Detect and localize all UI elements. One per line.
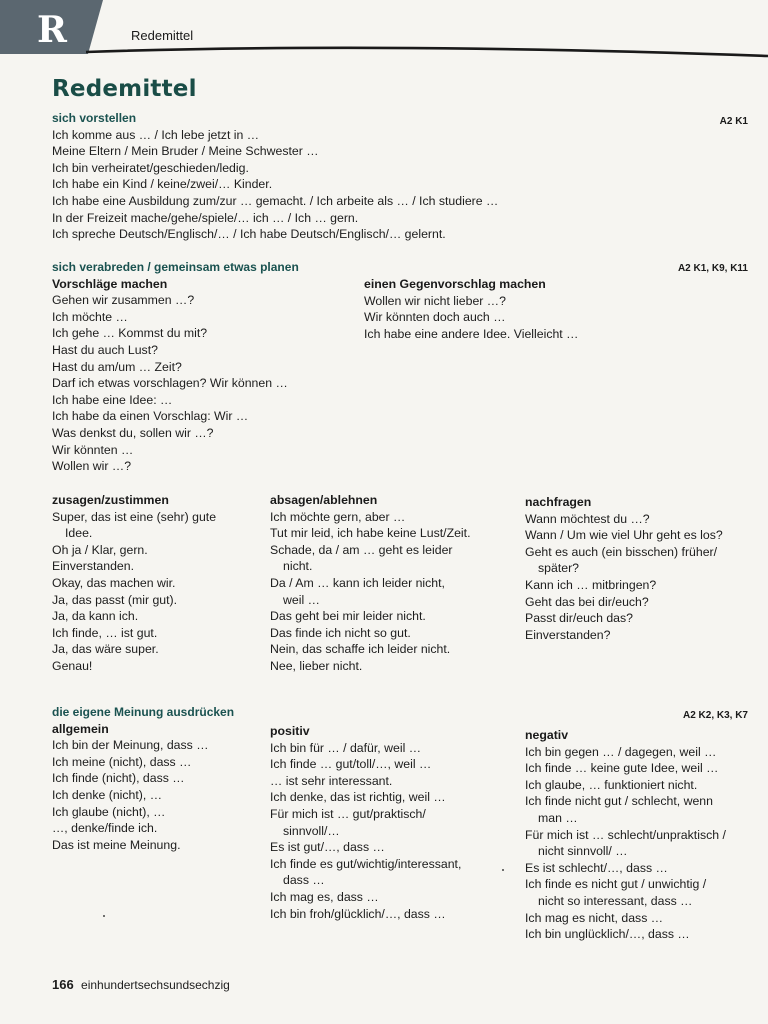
phrase: Ich bin unglücklich/…, dass …: [525, 927, 690, 942]
page-footer: [52, 977, 230, 992]
phrase: sinnvoll/…: [283, 823, 340, 838]
phrase: Nee, lieber nicht.: [270, 658, 363, 673]
phrase: Hast du am/um … Zeit?: [52, 359, 182, 374]
column-heading: negativ: [525, 728, 569, 742]
phrase: Das finde ich nicht so gut.: [270, 625, 411, 640]
phrase: Einverstanden?: [525, 627, 611, 642]
phrase: Oh ja / Klar, gern.: [52, 542, 148, 557]
phrase: Ich glaube, … funktioniert nicht.: [525, 777, 698, 792]
phrase: Ich bin froh/glücklich/…, dass …: [270, 906, 446, 921]
phrase: Es ist schlecht/…, dass …: [525, 860, 668, 875]
column-heading: Vorschläge machen: [52, 276, 168, 291]
column-heading: absagen/ablehnen: [270, 493, 378, 507]
phrase: Ich möchte gern, aber …: [270, 509, 406, 524]
phrase: Ich habe eine Ausbildung zum/zur … gemacht. / Ich arbeite als … / Ich studiere …: [52, 193, 499, 208]
phrase: Ich finde es gut/wichtig/interessant,: [270, 856, 462, 871]
page-number: 166: [52, 977, 74, 992]
phrase: Wir könnten doch auch …: [364, 310, 506, 325]
phrase: Wollen wir …?: [52, 459, 132, 474]
phrase: Darf ich etwas vorschlagen? Wir können …: [52, 376, 288, 391]
section-title: die eigene Meinung ausdrücken: [52, 705, 235, 719]
phrase: …, denke/finde ich.: [52, 821, 158, 836]
phrase: Ich habe ein Kind / keine/zwei/… Kinder.: [52, 177, 273, 192]
phrase: Ich denke (nicht), …: [52, 787, 163, 802]
phrase: Für mich ist … gut/praktisch/: [270, 806, 426, 821]
section-vorstellen: [52, 110, 498, 243]
print-speck: [103, 915, 105, 917]
column-heading: allgemein: [52, 721, 109, 736]
column-absagen: [270, 492, 471, 675]
phrase: Ja, das passt (mir gut).: [52, 592, 178, 607]
phrase: später?: [538, 561, 580, 576]
phrase: Ich meine (nicht), dass …: [52, 754, 192, 769]
phrase: Ich habe eine andere Idee. Vielleicht …: [364, 326, 579, 341]
running-header: Redemittel: [131, 28, 194, 43]
column-heading: nachfragen: [525, 495, 592, 509]
phrase: Das geht bei mir leider nicht.: [270, 609, 426, 624]
phrase: Da / Am … kann ich leider nicht,: [270, 575, 445, 590]
phrase: Ich gehe … Kommst du mit?: [52, 326, 208, 341]
phrase: Ich finde es nicht gut / unwichtig /: [525, 877, 707, 892]
phrase: Passt dir/euch das?: [525, 611, 634, 626]
phrase: Ja, das wäre super.: [52, 642, 159, 657]
phrase: nicht.: [283, 559, 313, 574]
phrase: Wann möchtest du …?: [525, 511, 650, 526]
phrase: Geht das bei dir/euch?: [525, 594, 649, 609]
phrase: Ich möchte …: [52, 309, 128, 324]
level-reference: A2 K1, K9, K11: [677, 263, 748, 274]
phrase: Schade, da / am … geht es leider: [270, 542, 453, 557]
phrase: Ich bin der Meinung, dass …: [52, 738, 209, 753]
column-negativ: [525, 727, 726, 943]
phrase: Für mich ist … schlecht/unpraktisch /: [525, 827, 726, 842]
phrase: weil …: [283, 592, 320, 607]
column-zusagen: [52, 492, 216, 675]
phrase: nicht sinnvoll/ …: [538, 844, 628, 859]
section-meinung: [52, 704, 234, 853]
phrase: Ich glaube (nicht), …: [52, 804, 166, 819]
phrase: Ich finde … gut/toll/…, weil …: [270, 757, 432, 772]
column-positiv: [270, 723, 461, 922]
section-title: sich verabreden / gemeinsam etwas planen: [52, 260, 299, 274]
phrase: … ist sehr interessant.: [270, 773, 393, 788]
phrase: Ich spreche Deutsch/Englisch/… / Ich habe Deutsch/Englisch/… gelernt.: [52, 227, 446, 242]
page-title: Redemittel: [52, 76, 197, 102]
phrase: Was denkst du, sollen wir …?: [52, 425, 214, 440]
phrase: Ich finde, … ist gut.: [52, 625, 158, 640]
chapter-tab: [0, 0, 768, 60]
level-reference: A2 K2, K3, K7: [682, 710, 748, 721]
phrase: Ich bin für … / dafür, weil …: [270, 740, 422, 755]
column-heading: einen Gegenvorschlag machen: [364, 277, 546, 291]
phrase: Kann ich … mitbringen?: [525, 577, 657, 592]
phrase: Tut mir leid, ich habe keine Lust/Zeit.: [270, 526, 471, 541]
page-number-words: einhundertsechsundsechzig: [81, 978, 230, 992]
phrase: Wir könnten …: [52, 442, 134, 457]
phrase: Ich habe eine Idee: …: [52, 392, 173, 407]
phrase: Ich finde nicht gut / schlecht, wenn: [525, 794, 713, 809]
column-heading: positiv: [270, 724, 310, 738]
phrase: In der Freizeit mache/gehe/spiele/… ich … / Ich … gern.: [52, 210, 359, 225]
level-reference: A2 K1: [719, 116, 748, 127]
column-heading: zusagen/zustimmen: [52, 493, 169, 507]
phrase: Einverstanden.: [52, 559, 135, 574]
phrase: Ja, da kann ich.: [52, 609, 139, 624]
phrase: Ich komme aus … / Ich lebe jetzt in …: [52, 127, 260, 142]
phrase: nicht so interessant, dass …: [538, 893, 693, 908]
phrase: Hast du auch Lust?: [52, 342, 158, 357]
phrase: Ich mag es nicht, dass …: [525, 910, 664, 925]
phrase: man …: [538, 810, 578, 825]
phrase: Es ist gut/…, dass …: [270, 840, 385, 855]
print-speck: [502, 869, 504, 871]
phrase: Ich bin verheiratet/geschieden/ledig.: [52, 160, 249, 175]
phrase: Wollen wir nicht lieber …?: [364, 293, 506, 308]
phrase: Genau!: [52, 658, 93, 673]
phrase: Ich denke, das ist richtig, weil …: [270, 790, 446, 805]
phrase: dass …: [283, 873, 325, 888]
phrase: Ich habe da einen Vorschlag: Wir …: [52, 409, 249, 424]
phrase: Nein, das schaffe ich leider nicht.: [270, 642, 451, 657]
phrase: Ich mag es, dass …: [270, 889, 379, 904]
phrase: Meine Eltern / Mein Bruder / Meine Schwester …: [52, 144, 319, 159]
phrase: Das ist meine Meinung.: [52, 837, 181, 852]
phrase: Ich finde … keine gute Idee, weil …: [525, 761, 719, 776]
phrase: Gehen wir zusammen …?: [52, 293, 195, 308]
section-title: sich vorstellen: [52, 111, 137, 125]
column-gegenvorschlag: [364, 276, 578, 342]
phrase: Geht es auch (ein bisschen) früher/: [525, 544, 718, 559]
phrase: Super, das ist eine (sehr) gute: [52, 509, 217, 524]
phrase: Okay, das machen wir.: [52, 575, 176, 590]
section-verabreden: [52, 259, 299, 475]
phrase: Ich bin gegen … / dagegen, weil …: [525, 744, 717, 759]
column-nachfragen: [525, 494, 723, 643]
phrase: Ich finde (nicht), dass …: [52, 771, 185, 786]
chapter-letter: R: [37, 9, 67, 51]
phrase: Wann / Um wie viel Uhr geht es los?: [525, 528, 723, 543]
phrase: Idee.: [65, 526, 93, 541]
